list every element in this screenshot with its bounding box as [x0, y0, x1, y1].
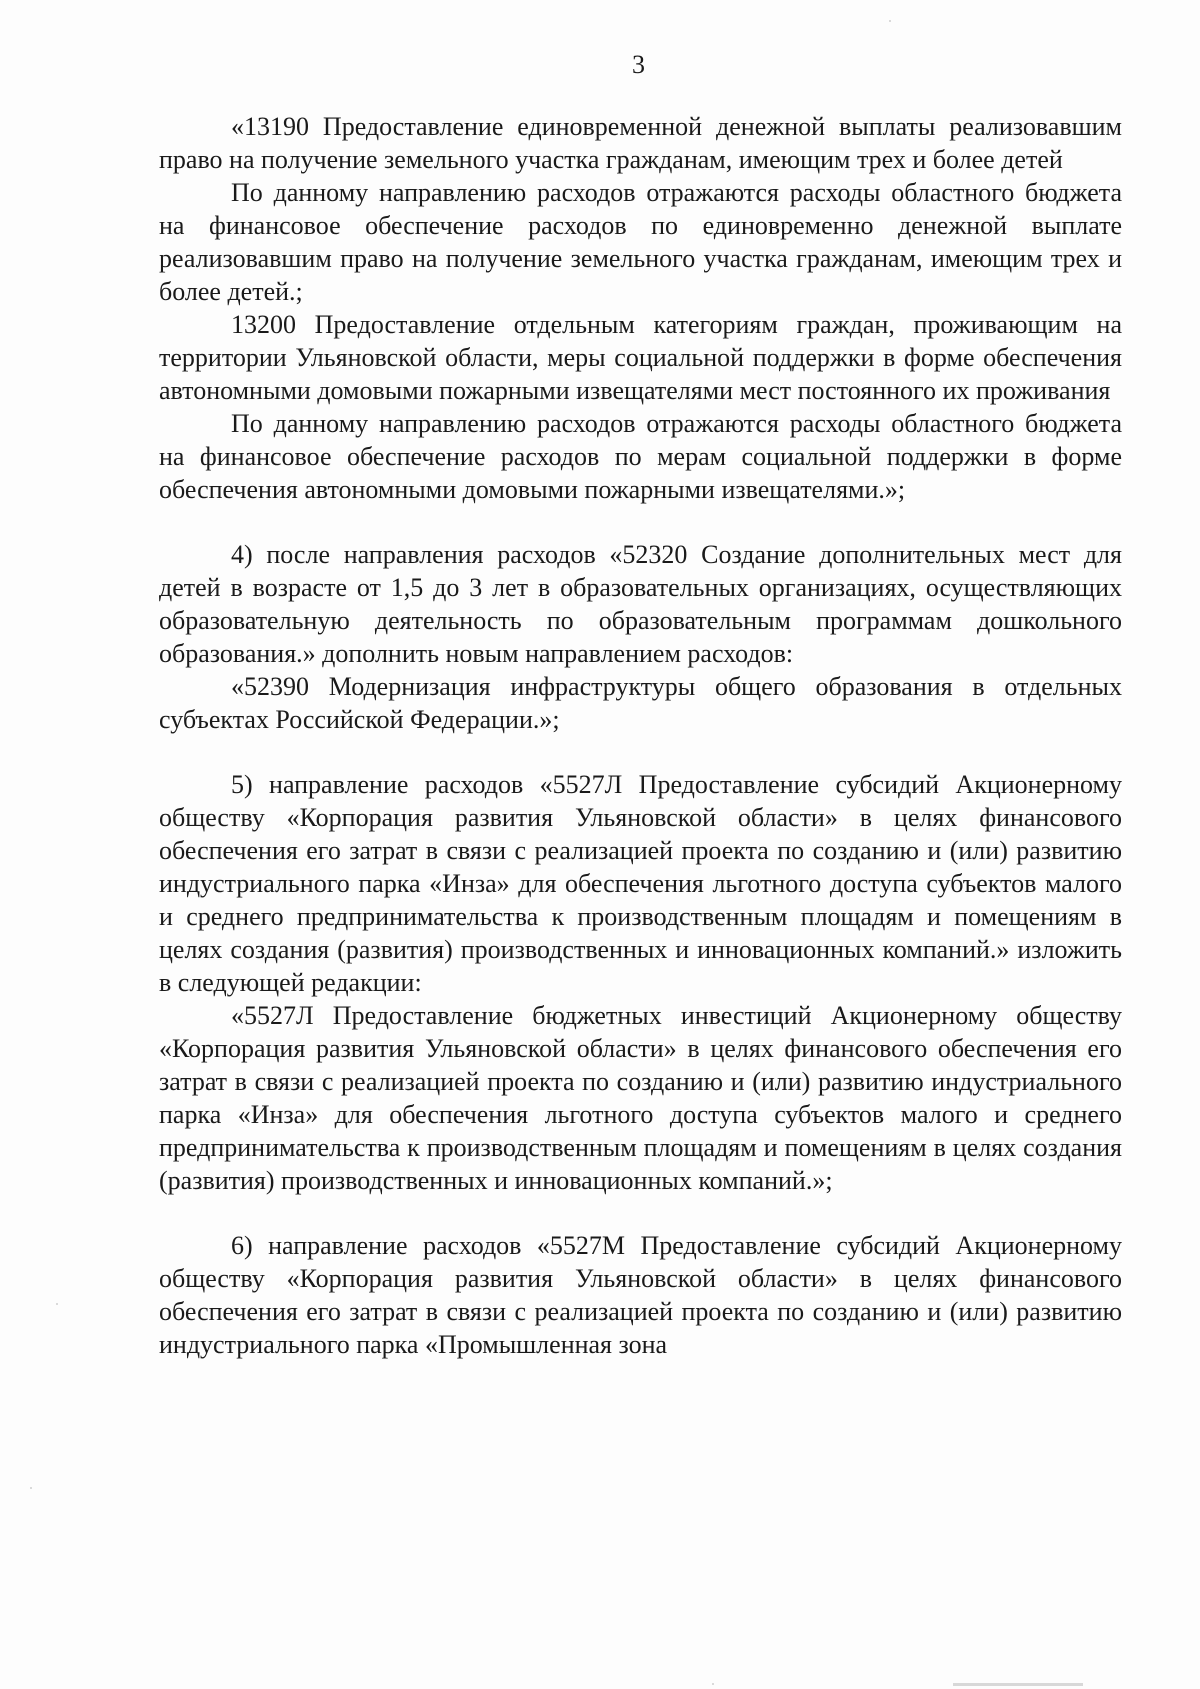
paragraph-13190-title: «13190 Предоставление единовременной денежной выплаты реализовавшим право на получение земельного участка гражданам, имеющим трех и более детей	[159, 112, 1122, 174]
paragraph-13190-description: По данному направлению расходов отражаются расходы областного бюджета на финансовое обеспечение расходов по единовременно денежной выплате реализовавшим право на получение земельного участка гражданам, имеющим трех и более детей.;	[159, 178, 1122, 306]
paragraph-13200-description: По данному направлению расходов отражаются расходы областного бюджета на финансовое обеспечение расходов по мерам социальной поддержки в форме обеспечения автономными домовыми пожарными извещателями.»;	[159, 409, 1122, 504]
section-gap	[159, 506, 1122, 538]
scan-speck	[889, 20, 891, 22]
scan-speck	[56, 1303, 58, 1305]
paragraph-item-5: 5) направление расходов «5527Л Предоставление субсидий Акционерному обществу «Корпорация развития Ульяновской области» в целях финансового обеспечения его затрат в связи с реализацией проекта по созданию и (или) развитию индустриального парка «Инза» для обеспечения льготного доступа субъектов малого и среднего предпринимательства к производственным площадям и помещениям в целях создания (развития) производственных и инновационных компаний.» изложить в следующей редакции:	[159, 770, 1122, 997]
document-body	[159, 110, 1122, 1361]
paragraph-52390: «52390 Модернизация инфраструктуры общего образования в отдельных субъектах Российской Федерации.»;	[159, 672, 1122, 734]
paragraph-item-6: 6) направление расходов «5527М Предоставление субсидий Акционерному обществу «Корпорация развития Ульяновской области» в целях финансового обеспечения его затрат в связи с реализацией проекта по созданию и (или) развитию индустриального парка «Промышленная зона	[159, 1231, 1122, 1359]
scan-speck	[953, 1683, 1083, 1686]
page-number: 3	[632, 50, 645, 79]
paragraph-13200-title: 13200 Предоставление отдельным категориям граждан, проживающим на территории Ульяновской области, меры социальной поддержки в форме обеспечения автономными домовыми пожарными извещателями мест постоянного их проживания	[159, 310, 1122, 405]
scan-speck	[30, 1487, 32, 1489]
section-gap	[159, 736, 1122, 768]
section-gap	[159, 1197, 1122, 1229]
paragraph-item-4: 4) после направления расходов «52320 Создание дополнительных мест для детей в возрасте от 1,5 до 3 лет в образовательных организациях, осуществляющих образовательную деятельность по образовательным программам дошкольного образования.» дополнить новым направлением расходов:	[159, 540, 1122, 668]
paragraph-5527l-new: «5527Л Предоставление бюджетных инвестиций Акционерному обществу «Корпорация развития Ульяновской области» в целях финансового обеспечения его затрат в связи с реализацией проекта по созданию и (или) развитию индустриального парка «Инза» для обеспечения льготного доступа субъектов малого и среднего предпринимательства к производственным площадям и помещениям в целях создания (развития) производственных и инновационных компаний.»;	[159, 1001, 1122, 1195]
scan-speck	[712, 1683, 714, 1685]
